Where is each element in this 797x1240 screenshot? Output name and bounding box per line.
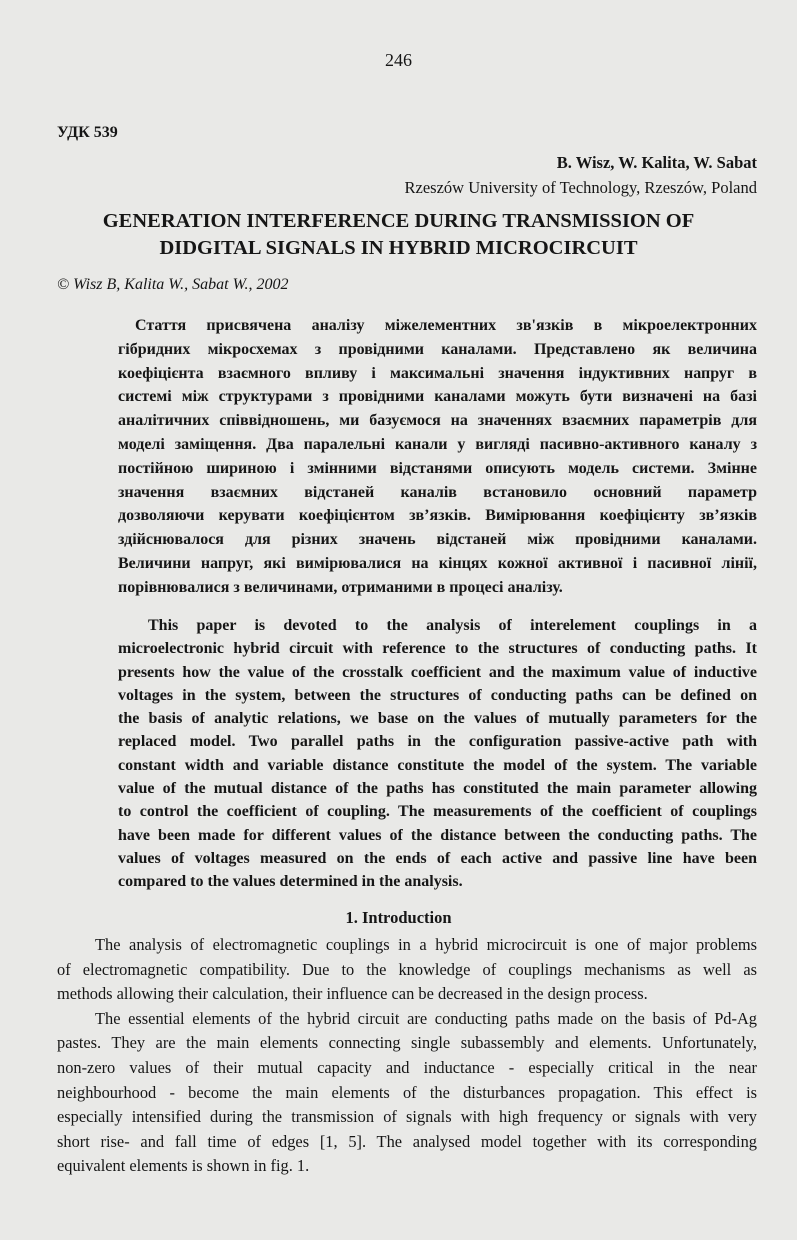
page-number: 246 (385, 50, 412, 70)
text-line: моделі заміщення. Два паралельні канали у вигляді пасивно-активного каналу з (118, 435, 757, 453)
copyright: © Wisz B, Kalita W., Sabat W., 2002 (57, 276, 289, 293)
text-line: values of voltages measured on the ends of each active and passive line have been (118, 849, 757, 867)
text-line: постійною шириною і змінними відстанями описують модель системи. Змінне (118, 459, 757, 477)
text-line: methods allowing their calculation, their influence can be decreased in the design process. (57, 984, 648, 1004)
abstract-english (118, 614, 757, 894)
paper-title (0, 208, 797, 262)
text-line: аналітичних співвідношень, ми базуємося на значеннях взаємних параметрів для (118, 412, 757, 430)
affiliation: Rzeszów University of Technology, Rzeszów, Poland (404, 178, 757, 197)
text-line: equivalent elements is shown in fig. 1. (57, 1156, 310, 1176)
text-line: системі між структурами з провідними каналами можуть бути визначені на базі (118, 388, 757, 406)
text-line: значення взаємних відстаней каналів встановило основний параметр (118, 483, 757, 501)
text-line: дозволяючи керувати коефіцієнтом зв’язків. Вимірювання коефіцієнту зв’язків (118, 507, 757, 525)
text-line: The analysis of electromagnetic couplings in a hybrid microcircuit is one of major problems (95, 935, 757, 954)
text-line: гібридних мікросхемах з провідними каналами. Представлено як величина (118, 340, 757, 358)
text-line: здійснювалося для різних значень відстаней між провідними каналами. (118, 531, 757, 549)
text-line: short rise- and fall time of edges [1, 5]. The analysed model together with its corresponding (57, 1131, 757, 1151)
text-line: of electromagnetic compatibility. Due to the knowledge of couplings mechanisms as well as (57, 959, 757, 979)
abstract-ukrainian (118, 314, 757, 600)
text-line: neighbourhood - become the main elements of the disturbances propagation. This effect is (57, 1082, 757, 1102)
introduction-body (57, 933, 757, 1179)
text-line: constant width and variable distance constitute the model of the system. The variable (118, 756, 757, 774)
author-block (405, 150, 757, 200)
text-line: коефіцієнта взаємного впливу і максимальні значення індуктивних напруг в (118, 364, 757, 382)
text-line: replaced model. Two parallel paths in the configuration passive-active path with (118, 733, 757, 751)
title-line: GENERATION INTERFERENCE DURING TRANSMISSION OF (102, 210, 695, 232)
text-line: pastes. They are the main elements connecting single subassembly and elements. Unfortunately, (57, 1033, 757, 1053)
authors: B. Wisz, W. Kalita, W. Sabat (556, 153, 757, 172)
text-line: have been made for different values of the distance between the conducting paths. The (118, 826, 757, 844)
text-line: non-zero values of their mutual capacity and inductance - especially critical in the near (57, 1057, 757, 1077)
title-line: DIDGITAL SIGNALS IN HYBRID MICROCIRCUIT (159, 237, 638, 259)
text-line: microelectronic hybrid circuit with reference to the structures of conducting paths. It (118, 640, 757, 658)
text-line: especially intensified during the transmission of signals with high frequency or signals with very (57, 1107, 757, 1127)
text-line: Стаття присвячена аналізу міжелементних зв'язків в мікроелектронних (135, 317, 757, 334)
section-heading: 1. Introduction (345, 908, 452, 927)
text-line: порівнювалися з величинами, отриманими в процесі аналізу. (118, 578, 563, 596)
text-line: the basis of analytic relations, we base on the values of mutually parameters for the (118, 710, 757, 728)
text-line: This paper is devoted to the analysis of interelement couplings in a (148, 617, 757, 634)
text-line: Величини напруг, які вимірювалися на кінцях кожної активної і пасивної лінії, (118, 554, 757, 572)
udc-code: УДК 539 (57, 124, 118, 141)
text-line: compared to the values determined in the analysis. (118, 873, 463, 891)
text-line: The essential elements of the hybrid circuit are conducting paths made on the basis of Pd-Ag (95, 1008, 757, 1028)
text-line: to control the coefficient of coupling. The measurements of the coefficient of couplings (118, 803, 757, 821)
text-line: value of the mutual distance of the paths has constituted the main parameter allowing (118, 780, 757, 798)
text-line: presents how the value of the crosstalk coefficient and the maximum value of inductive (118, 663, 757, 681)
text-line: voltages in the system, between the structures of conducting paths can be defined on (118, 686, 757, 704)
